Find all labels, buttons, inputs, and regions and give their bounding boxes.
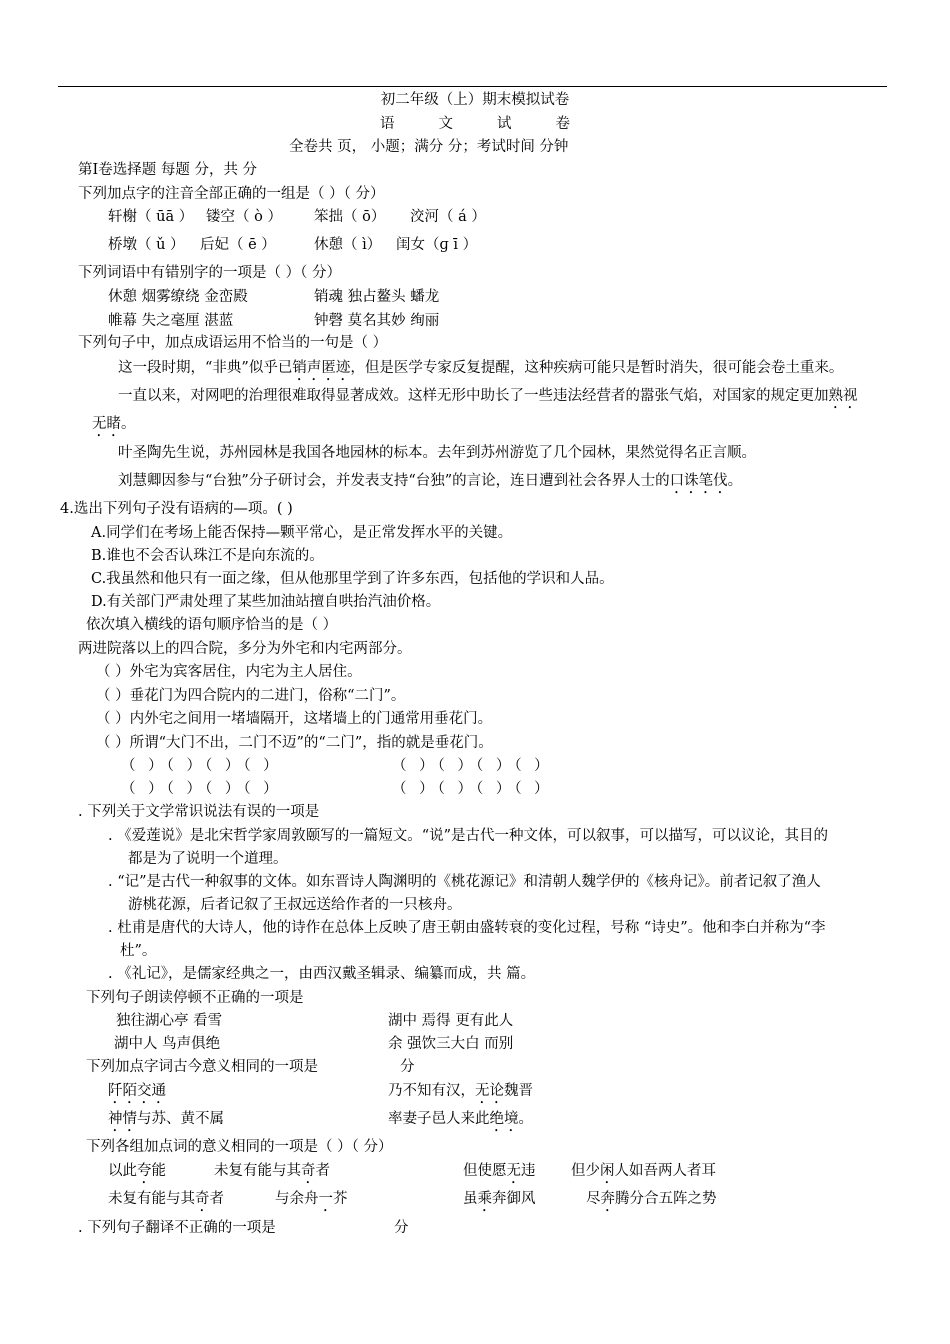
q1-item: 桥墩（ ǔ ） (108, 237, 185, 253)
section-heading: 第Ⅰ卷选择题 每题 分，共 分 (78, 162, 258, 178)
word-highlight: 一 (318, 1191, 333, 1207)
question-5-stem: 依次填入横线的语句顺序恰当的是（ ） (86, 617, 338, 633)
word-highlight: 神情 (108, 1111, 137, 1127)
q8-option: 乃不知有汉，无论魏晋 (388, 1083, 533, 1099)
q5-choice: （ ）（ ）（ ）（ ） (392, 781, 553, 797)
q5-line: （ ）所谓“大门不出，二门不迈”的“二门”，指的就是垂花门。 (96, 735, 493, 751)
q2-option: 休憩 烟雾缭绕 金峦殿 (108, 289, 248, 305)
q9-option: 未复有能与其奇者 (214, 1163, 330, 1179)
q1-item: 笨拙（ ō） (314, 209, 386, 225)
q6-option-a: . 《爱莲说》是北宋哲学家周敦颐写的一篇短文。“说”是古代一种文体，可以叙事，可以描写，可以议论，其目的 (108, 828, 829, 844)
q5-intro: 两进院落以上的四合院，多分为外宅和内宅两部分。 (78, 641, 412, 657)
q1-item: 休憩（ ì） (314, 237, 382, 253)
idiom-highlight: 熟视 (828, 388, 858, 404)
question-1-stem: 下列加点字的注音全部正确的一组是（ ）（ 分） (78, 186, 385, 202)
q1-item: 闺女（ɡ ī ） (396, 237, 478, 253)
question-4-stem: 4.选出下列句子没有语病的—项。( ) (60, 501, 293, 517)
q1-item: 后妃（ ē ） (200, 237, 276, 253)
word-highlight: 奇 (195, 1191, 210, 1207)
q9-option: 但使愿无违 (463, 1163, 536, 1179)
q7-option: 湖中 焉得 更有此人 (388, 1013, 514, 1029)
question-2-stem: 下列词语中有错别字的一项是（ ）（ 分） (78, 265, 341, 281)
q9-option: 与余舟一芥 (275, 1191, 348, 1207)
q6-option-b-cont: 游桃花源，后者记叙了王叔远送给作者的一只核舟。 (128, 897, 462, 913)
q7-option: 余 强饮三大白 而别 (388, 1036, 514, 1052)
subtitle-char: 卷 (555, 116, 570, 132)
word-highlight: 无 (506, 1163, 521, 1179)
word-highlight: 绝境 (489, 1111, 519, 1127)
q6-option-d: . 《礼记》，是儒家经典之一，由西汉戴圣辑录、编纂而成，共 篇。 (108, 966, 536, 982)
question-8-stem: 下列加点字词古今意义相同的一项是 (86, 1059, 318, 1075)
q1-item: 轩榭（ ūā ） (108, 209, 194, 225)
q6-option-c-cont: 杜”。 (120, 943, 157, 959)
q7-option: 独往湖心亭 看雪 (116, 1013, 223, 1029)
word-highlight: 乘 (477, 1191, 492, 1207)
idiom-highlight: 口诛笔伐 (669, 473, 728, 489)
q4-option: B.谁也不会否认珠江不是向东流的。 (91, 548, 324, 564)
q6-option-a-cont: 都是为了说明一个道理。 (128, 851, 288, 867)
q3-option-b: 一直以来，对网吧的治理很难取得显著成效。这样无形中助长了一些违法经营者的嚣张气焰，对国家的规定更加熟视 (118, 388, 858, 404)
exam-subtitle (0, 114, 950, 134)
q4-option: D.有关部门严肃处理了某些加油站擅自哄抬汽油价格。 (91, 594, 441, 610)
q8-score: 分 (400, 1059, 415, 1075)
q9-option: 虽乘奔御风 (463, 1191, 536, 1207)
word-highlight: 无论 (475, 1083, 504, 1099)
question-9-stem: 下列各组加点词的意义相同的一项是（ ）（ 分） (86, 1139, 393, 1155)
word-highlight: 交通 (137, 1083, 166, 1099)
q6-option-c: . 杜甫是唐代的大诗人，他的诗作在总体上反映了唐王朝由盛转衰的变化过程，号称 “诗史”。他和李白并称为“李 (108, 920, 826, 936)
q5-line: （ ）外宅为宾客居住，内宅为主人居住。 (96, 664, 362, 680)
word-highlight: 奇 (301, 1163, 316, 1179)
q5-choice: （ ）（ ）（ ）（ ） (121, 758, 282, 774)
q8-option: 率妻子邑人来此绝境。 (388, 1111, 533, 1127)
q2-option: 钟磬 莫名其妙 绚丽 (314, 313, 440, 329)
q1-item: 洨河（ á ） (410, 209, 486, 225)
word-highlight: 闲 (600, 1163, 615, 1179)
q10-score: 分 (394, 1220, 409, 1236)
question-10-stem: . 下列句子翻译不正确的一项是 (78, 1220, 276, 1236)
q4-option: A.同学们在考场上能否保持—颗平常心，是正常发挥水平的关键。 (91, 525, 513, 541)
exam-title: 初二年级（上）期末模拟试卷 (380, 92, 570, 108)
subtitle-char: 文 (438, 116, 453, 132)
question-3-stem: 下列句子中，加点成语运用不恰当的一句是（ ） (78, 335, 388, 351)
subtitle-char: 语 (380, 116, 395, 132)
q8-option (108, 1081, 166, 1107)
q3-option-b-cont: 无睹。 (92, 416, 136, 432)
q5-line: （ ）垂花门为四合院内的二进门，俗称“二门”。 (96, 688, 406, 704)
idiom-highlight: 销声匿迹 (292, 360, 351, 376)
header-rule (58, 86, 887, 87)
q5-choice: （ ）（ ）（ ）（ ） (121, 781, 282, 797)
question-7-stem: 下列句子朗读停顿不正确的一项是 (86, 990, 304, 1006)
word-highlight: 夸 (137, 1163, 152, 1179)
q4-option: C.我虽然和他只有一面之缘，但从他那里学到了许多东西，包括他的学识和人品。 (91, 571, 614, 587)
q3-option-a: 这一段时期，“非典”似乎已销声匿迹，但是医学专家反复提醒，这种疾病可能只是暂时消失，很可能会卷土重来。 (118, 360, 844, 376)
q8-option: 神情与苏、黄不属 (108, 1111, 224, 1127)
word-highlight: 奔 (600, 1191, 615, 1207)
q6-option-b: . “记”是古代一种叙事的文体。如东晋诗人陶渊明的《桃花源记》和清朝人魏学伊的《核舟记》。前者记叙了渔人 (108, 874, 821, 890)
q5-choice: （ ）（ ）（ ）（ ） (392, 758, 553, 774)
subtitle-char: 试 (497, 116, 512, 132)
q3-option-c: 叶圣陶先生说，苏州园林是我国各地园林的标本。去年到苏州游览了几个园林，果然觉得名正言顺。 (118, 445, 756, 461)
q9-option: 以此夸能 (108, 1163, 166, 1179)
q3-option-d: 刘慧卿因参与“台独”分子研讨会，并发表支持“台独”的言论，连日遭到社会各界人士的口诛笔伐。 (118, 473, 743, 489)
q2-option: 销魂 独占鳌头 蟠龙 (314, 289, 440, 305)
question-6-stem: . 下列关于文学常识说法有误的一项是 (78, 804, 320, 820)
q9-option: 但少闲人如吾两人者耳 (571, 1163, 716, 1179)
word-highlight: 阡陌 (108, 1083, 137, 1099)
q2-option: 帷幕 失之毫厘 湛蓝 (108, 313, 234, 329)
q7-option: 湖中人 鸟声俱绝 (114, 1036, 221, 1052)
q9-option: 未复有能与其奇者 (108, 1191, 224, 1207)
q9-option: 尽奔腾分合五阵之势 (586, 1191, 717, 1207)
q5-line: （ ）内外宅之间用一堵墙隔开，这堵墙上的门通常用垂花门。 (96, 711, 493, 727)
q1-item: 镂空（ ò ） (206, 209, 282, 225)
exam-info: 全卷共 页， 小题；满分 分；考试时间 分钟 (289, 139, 569, 155)
idiom-highlight: 无睹 (92, 416, 121, 432)
